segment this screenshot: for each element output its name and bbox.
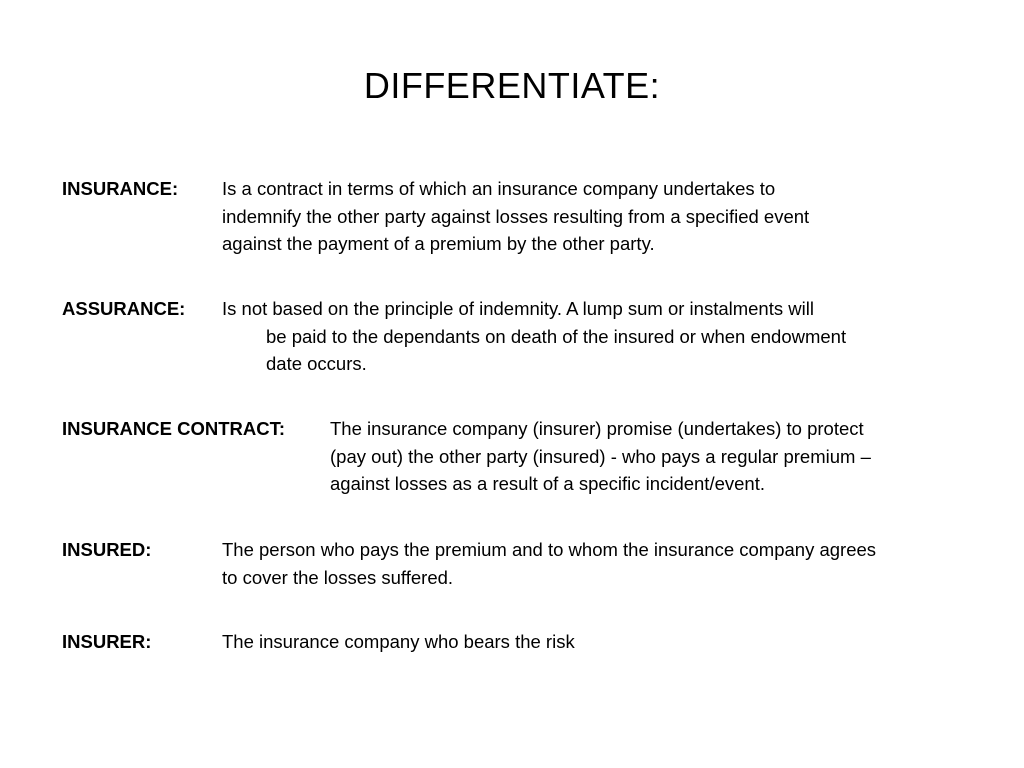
definition-line: The person who pays the premium and to whom the insurance company agrees (222, 539, 877, 560)
definition-line: Is not based on the principle of indemnity. A lump sum or instalments will (222, 298, 814, 319)
definition-line: against the payment of a premium by the other party. (222, 233, 655, 254)
term-label: ASSURANCE: (62, 298, 186, 319)
definition-line: The insurance company who bears the risk (222, 631, 575, 652)
definition-line: date occurs. (266, 353, 367, 374)
definition-line: The insurance company (insurer) promise (undertakes) to protect (330, 418, 864, 439)
term-label: INSURANCE: (62, 178, 179, 199)
term-label: INSURED: (62, 539, 152, 560)
term-label: INSURANCE CONTRACT: (62, 418, 286, 439)
definition-line: indemnify the other party against losses resulting from a specified event (222, 205, 810, 227)
definition-line: Is a contract in terms of which an insurance company undertakes to (222, 178, 776, 199)
term-label: INSURER: (62, 631, 152, 652)
definition-line: be paid to the dependants on death of the insured or when endowment (266, 325, 847, 347)
definition-line: against losses as a result of a specific incident/event. (330, 473, 765, 494)
definition-line: to cover the losses suffered. (222, 566, 454, 588)
slide-title: DIFFERENTIATE: (363, 65, 661, 106)
definition-line: (pay out) the other party (insured) - who pays a regular premium – (330, 445, 871, 467)
